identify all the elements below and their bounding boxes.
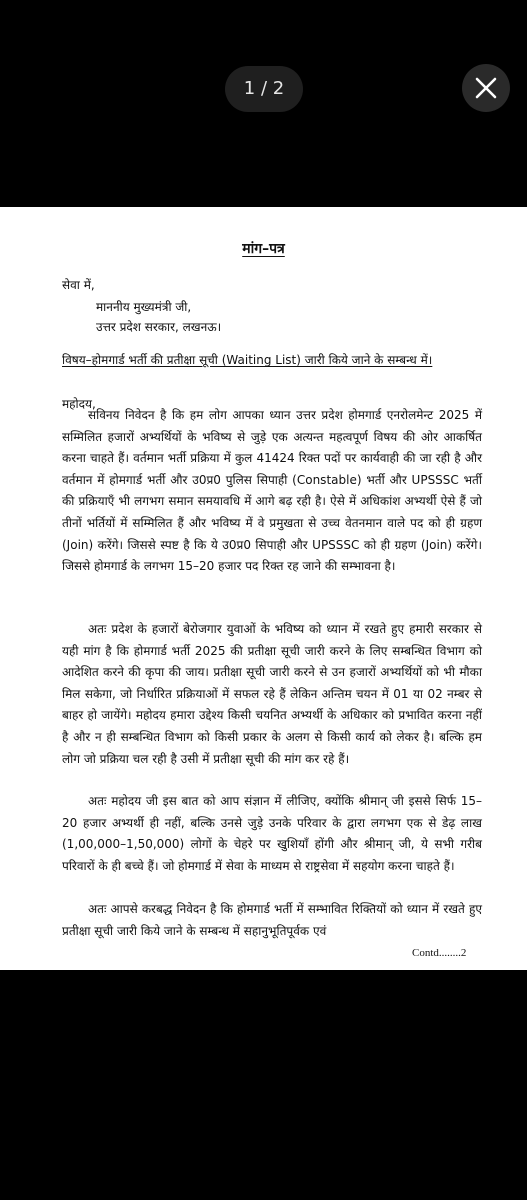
document-title: मांग–पत्र <box>242 241 285 257</box>
document-page[interactable] <box>0 207 527 970</box>
viewer-bottom-area <box>0 970 527 1200</box>
subject-line: विषय–होमगार्ड भर्ती की प्रतीक्षा सूची (Waiting List) जारी किये जाने के सम्बन्ध में। <box>62 353 433 367</box>
paragraph-3: अतः महोदय जी इस बात को आप संज्ञान में लीजिए, क्योंकि श्रीमान् जी इससे सिर्फ 15–20 हजार अभ्यर्थी ही नहीं, बल्कि उनसे जुड़े उनके परिवार के द्वारा लगभग एक से डेढ़ लाख (1,00,000–1,50,000) लोगों के चेहरे पर खुशियाँ होंगी और श्रीमान् जी, ये सभी गरीब परिवारों के ही बच्चे हैं। जो होमगार्ड में सेवा के माध्यम से राष्ट्रसेवा में सहयोग करना चाहते हैं। <box>62 794 482 873</box>
paragraph-2: अतः प्रदेश के हजारों बेरोजगार युवाओं के भविष्य को ध्यान में रखते हुए हमारी सरकार से यही मांग है कि होमगार्ड भर्ती 2025 की प्रतीक्षा सूची जारी करने के लिए सम्बन्धित विभाग को आदेशित करने की कृपा की जाय। प्रतीक्षा सूची जारी करने से उन हजारों अभ्यर्थियों को भी मौका मिल सकेगा, जो निर्धारित प्रक्रियाओं में सफल रहे हैं लेकिन अन्तिम चयन में 01 या 02 नम्बर से बाहर हो जायेंगे। महोदय हमारा उद्देश्य किसी चयनित अभ्यर्थी के अधिकार को प्रभावित करना नहीं है और न ही सम्बन्धित विभाग को किसी प्रकार के अलग से किसी कार्य को लेकर है। बल्कि हम लोग जो प्रक्रिया चल रही है उसी में प्रतीक्षा सूची की मांग कर रहे हैं। <box>62 622 482 766</box>
viewer-toolbar <box>0 0 527 200</box>
close-icon <box>474 76 498 100</box>
address-line-3: उत्तर प्रदेश सरकार, लखनऊ। <box>96 320 222 334</box>
salutation: महोदय, <box>62 397 96 411</box>
address-line-2: माननीय मुख्यमंत्री जी, <box>96 300 192 314</box>
paragraph-1: सविनय निवेदन है कि हम लोग आपका ध्यान उत्तर प्रदेश होमगार्ड एनरोलमेन्ट 2025 में सम्मिलित हजारों अभ्यर्थियों के भविष्य से जुड़े एक अत्यन्त महत्वपूर्ण विषय की ओर आकर्षित करना चाहते हैं। वर्तमान भर्ती प्रक्रिया में कुल 41424 रिक्त पदों पर कार्यवाही की जा रही है और वर्तमान में होमगार्ड भर्ती और उ0प्र0 पुलिस सिपाही (Constable) भर्ती और UPSSSC भर्ती की प्रक्रियाएँ भी लगभग समान समयावधि में आगे बढ़ रही है। ऐसे में अधिकांश अभ्यर्थी ऐसे हैं जो तीनों भर्तियों में सम्मिलित हैं और भविष्य में वे प्रमुखता से उच्च वेतनमान वाले पद को ही ग्रहण (Join) करेंगे। जिससे स्पष्ट है कि ये उ0प्र0 सिपाही और UPSSSC को ही ग्रहण (Join) करेंगे। जिससे होमगार्ड के लगभग 15–20 हजार पद रिक्त रह जाने की सम्भावना है। <box>62 408 482 574</box>
address-line-1: सेवा में, <box>62 278 95 292</box>
continued-note: Contd........2 <box>412 947 467 959</box>
close-button[interactable] <box>462 64 510 112</box>
paragraph-4: अतः आपसे करबद्ध निवेदन है कि होमगार्ड भर्ती में सम्भावित रिक्तियों को ध्यान में रखते हुए प्रतीक्षा सूची जारी किये जाने के सम्बन्ध में सहानुभूतिपूर्वक एवं <box>62 902 482 938</box>
page-counter: 1 / 2 <box>225 66 303 112</box>
